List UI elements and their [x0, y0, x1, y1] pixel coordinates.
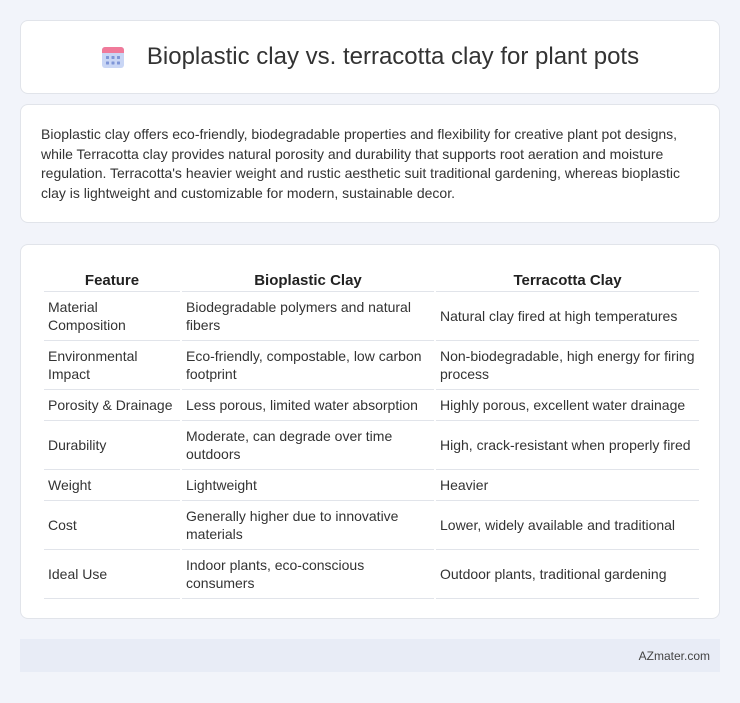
page-title: Bioplastic clay vs. terracotta clay for plant pots: [146, 43, 640, 70]
table-row: [44, 421, 699, 470]
feature-cell: Ideal Use: [44, 550, 180, 599]
bioplastic-cell: Biodegradable polymers and natural fibers: [182, 292, 434, 341]
table-header-row: [44, 265, 699, 292]
table-row: [44, 501, 699, 550]
feature-cell: Material Composition: [44, 292, 180, 341]
feature-cell: Durability: [44, 421, 180, 470]
bioplastic-cell: Eco-friendly, compostable, low carbon footprint: [182, 341, 434, 390]
bioplastic-cell: Less porous, limited water absorption: [182, 390, 434, 421]
title-card: [20, 20, 720, 94]
terracotta-cell: Highly porous, excellent water drainage: [436, 390, 699, 421]
header-feature: Feature: [44, 265, 180, 292]
footer-brand: AZmater.com: [638, 648, 710, 663]
terracotta-cell: Outdoor plants, traditional gardening: [436, 550, 699, 599]
table-row: [44, 550, 699, 599]
comparison-card: [20, 244, 720, 619]
terracotta-cell: High, crack-resistant when properly fired: [436, 421, 699, 470]
bioplastic-cell: Generally higher due to innovative materials: [182, 501, 434, 550]
bioplastic-cell: Moderate, can degrade over time outdoors: [182, 421, 434, 470]
terracotta-cell: Non-biodegradable, high energy for firing process: [436, 341, 699, 390]
table-row: [44, 292, 699, 341]
table-row: [44, 390, 699, 421]
header-bioplastic: Bioplastic Clay: [182, 265, 434, 292]
bioplastic-cell: Indoor plants, eco-conscious consumers: [182, 550, 434, 599]
bioplastic-cell: Lightweight: [182, 470, 434, 501]
feature-cell: Cost: [44, 501, 180, 550]
feature-cell: Porosity & Drainage: [44, 390, 180, 421]
intro-card: [20, 104, 720, 223]
table-row: [44, 470, 699, 501]
table-row: [44, 341, 699, 390]
header-terracotta: Terracotta Clay: [436, 265, 699, 292]
terracotta-cell: Lower, widely available and traditional: [436, 501, 699, 550]
feature-cell: Environmental Impact: [44, 341, 180, 390]
calendar-icon: [101, 45, 125, 69]
feature-cell: Weight: [44, 470, 180, 501]
intro-paragraph: Bioplastic clay offers eco-friendly, biodegradable properties and flexibility for creative plant pot designs, while Terracotta clay provides natural porosity and durability that supports root aeration and moisture regulation. Terracotta's heavier weight and rustic aesthetic suit traditional gardening, whereas bioplastic clay is lightweight and customizable for modern, sustainable decor.: [41, 126, 680, 201]
terracotta-cell: Natural clay fired at high temperatures: [436, 292, 699, 341]
terracotta-cell: Heavier: [436, 470, 699, 501]
footer-bar: [20, 639, 720, 672]
comparison-table: [42, 265, 701, 599]
